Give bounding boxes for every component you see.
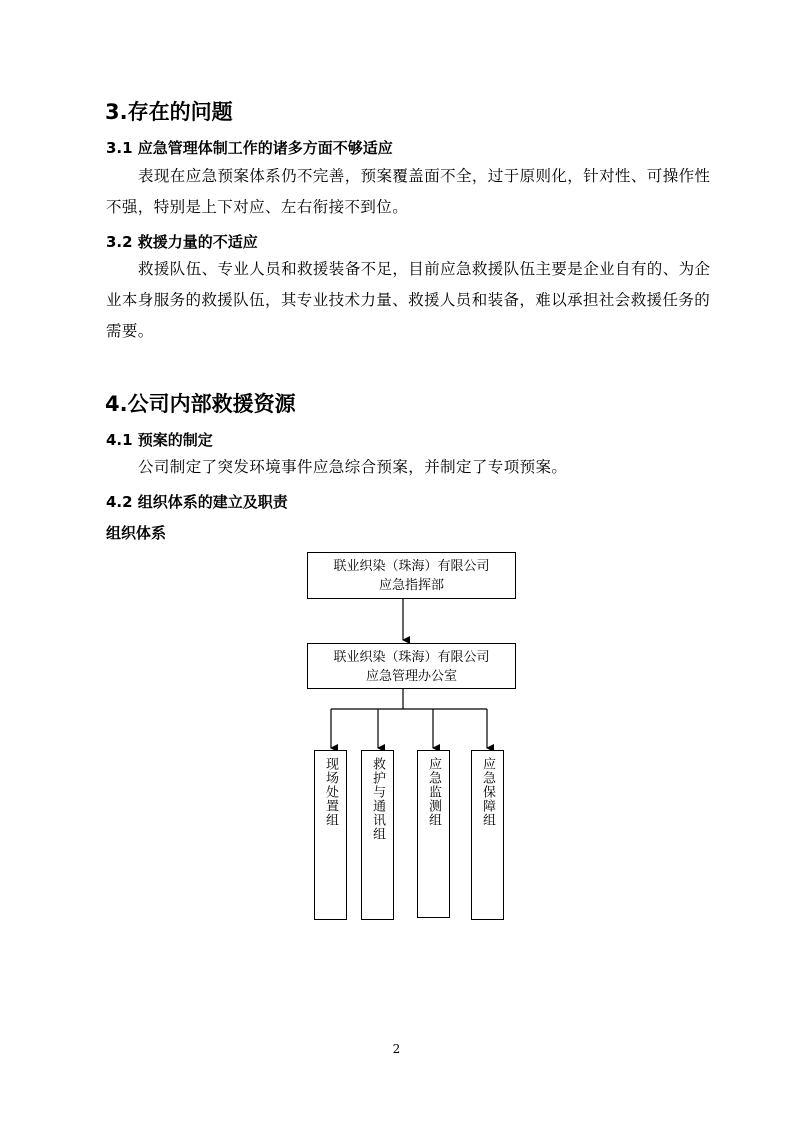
org-group-label: 应急监测组 (426, 757, 441, 827)
org-group-site-disposal (314, 750, 347, 920)
org-group-rescue-comm (361, 750, 394, 920)
org-group-label: 应急保障组 (480, 757, 495, 827)
org-box-office-line1: 联业织染（珠海）有限公司 (333, 650, 490, 665)
org-box-command (307, 552, 516, 599)
org-box-command-line1: 联业织染（珠海）有限公司 (333, 559, 490, 574)
org-system-label: 组织体系 (106, 524, 167, 542)
section-3-title: 3.存在的问题 (105, 100, 233, 124)
org-group-support (471, 750, 504, 920)
org-group-label: 现场处置组 (323, 757, 338, 827)
section-4-1-title: 4.1 预案的制定 (106, 431, 213, 449)
section-4-1-text: 公司制定了突发环境事件应急综合预案，并制定了专项预案。 (138, 458, 568, 476)
org-box-command-line2: 应急指挥部 (378, 578, 444, 593)
section-4-title: 4.公司内部救援资源 (105, 392, 296, 416)
section-4-2-title: 4.2 组织体系的建立及职责 (106, 493, 288, 511)
org-box-office-line2: 应急管理办公室 (365, 669, 457, 684)
page-number: 2 (392, 1042, 401, 1056)
org-group-label: 救护与通讯组 (370, 757, 385, 841)
section-3-1-title: 3.1 应急管理体制工作的诸多方面不够适应 (106, 139, 393, 157)
org-box-office (307, 643, 516, 689)
section-3-1-text: 表现在应急预案体系仍不完善，预案覆盖面不全，过于原则化，针对性、可操作性不强，特别是上下对应、左右衔接不到位。 (106, 167, 711, 216)
org-group-monitoring (417, 750, 450, 918)
section-3-2-title: 3.2 救援力量的不适应 (106, 233, 258, 251)
section-3-2-text: 救援队伍、专业人员和救援装备不足，目前应急救援队伍主要是企业自有的、为企业本身服务的救援队伍，其专业技术力量、救援人员和装备，难以承担社会救援任务的需要。 (106, 260, 711, 340)
